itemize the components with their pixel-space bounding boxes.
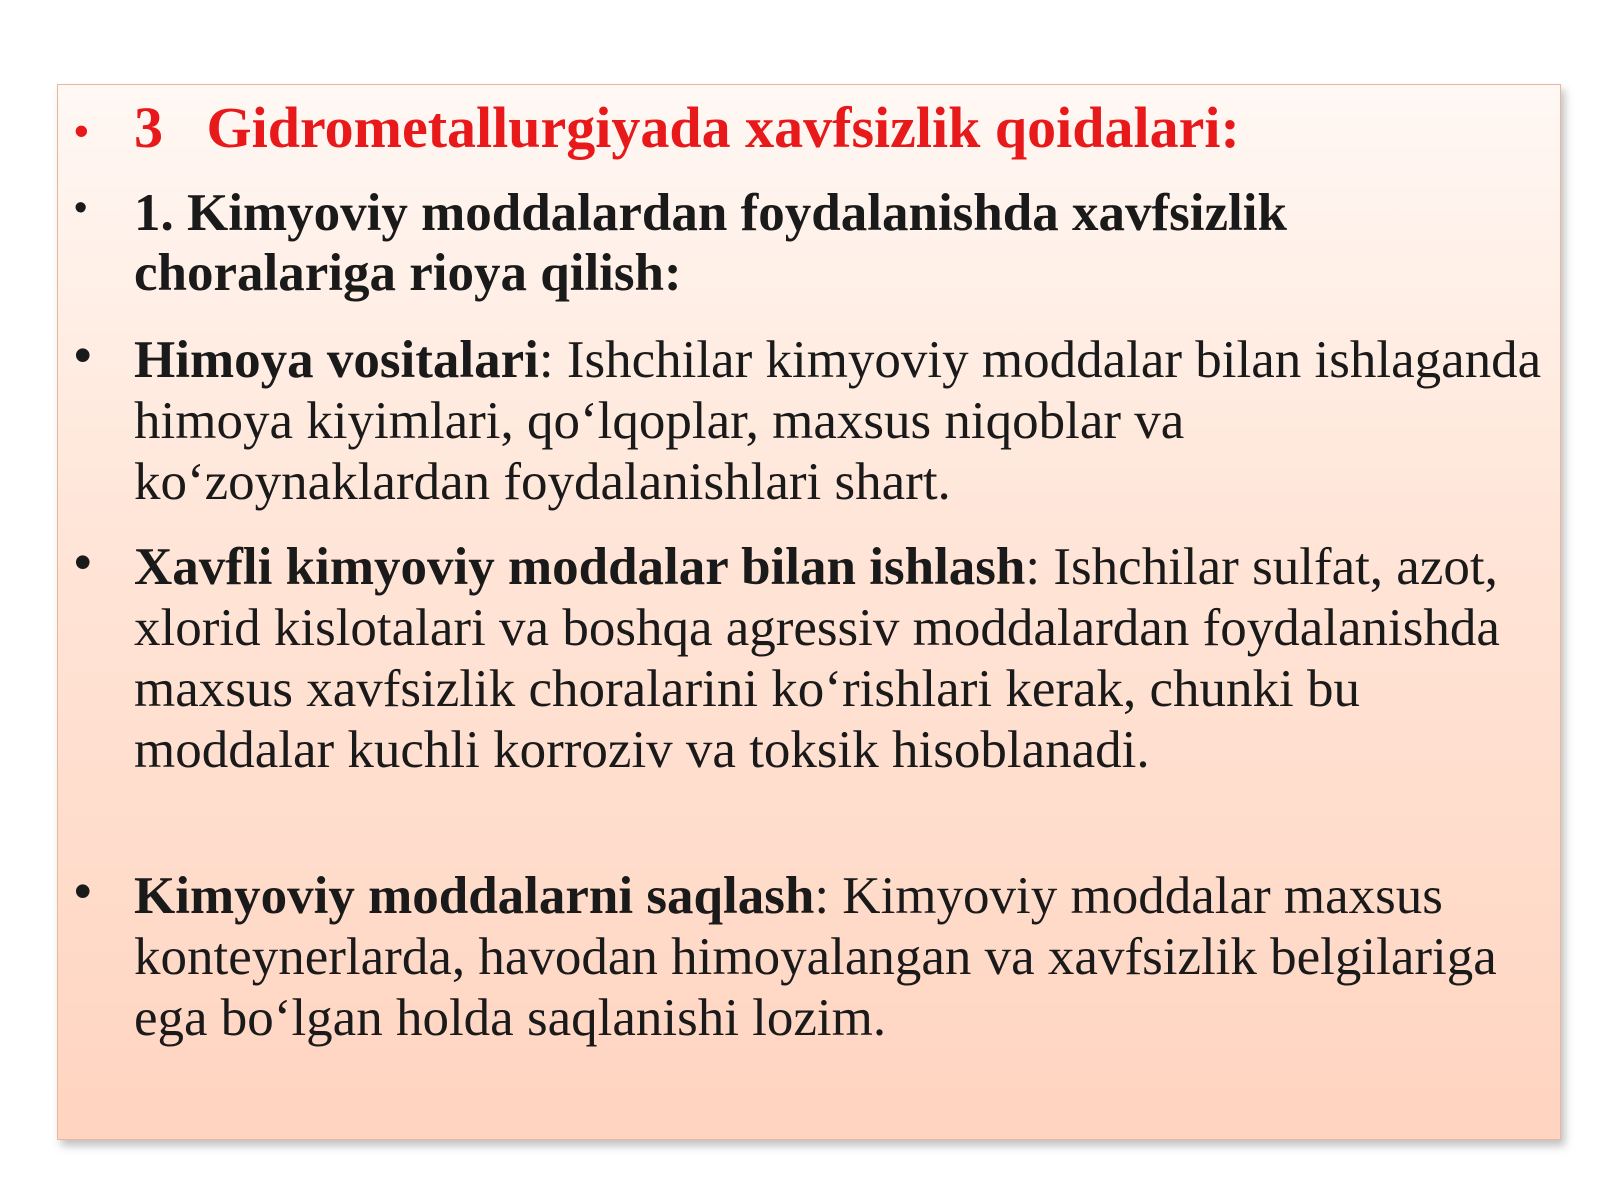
list-item-separator: :: [1025, 538, 1041, 596]
list-item-text: [134, 537, 1544, 781]
content-box: [57, 84, 1561, 1140]
list-item-separator: :: [814, 867, 830, 925]
list-item-term: Kimyoviy moddalarni saqlash: [134, 867, 815, 925]
bullet-dot-icon: •: [74, 187, 88, 229]
list-item-body: Ishchilar kimyoviy moddalar bilan ishlaganda himoya kiyimlari, qo‘lqoplar, maxsus niqoblar va ko‘zoynaklardan foydalanishlari shart.: [134, 331, 1542, 511]
bullet-dot-icon: •: [74, 327, 92, 383]
list-item-body: Kimyoviy moddalar maxsus konteynerlarda, havodan himoyalangan va xavfsizlik belgilariga ega bo‘lgan holda saqlanishi lozim.: [134, 867, 1497, 1047]
list-item-separator: :: [538, 331, 554, 389]
list-item-text: [134, 866, 1544, 1049]
list-item-term: Xavfli kimyoviy moddalar bilan ishlash: [134, 538, 1026, 596]
list-item-term: Himoya vositalari: [134, 331, 539, 389]
bullet-dot-icon: •: [74, 107, 89, 154]
bullet-dot-icon: •: [74, 534, 92, 590]
list-item-text: [134, 330, 1544, 513]
bullet-dot-icon: •: [74, 863, 92, 919]
section-heading: 1. Kimyoviy moddalardan foydalanishda xavfsizlik choralariga rioya qilish:: [134, 184, 1287, 302]
slide-title: 3 Gidrometallurgiyada xavfsizlik qoidalari:: [134, 95, 1240, 160]
list-item-body: Ishchilar sulfat, azot, xlorid kislotalari va boshqa agressiv moddalardan foydalanishda maxsus xavfsizlik choralarini ko‘rishlari kerak, chunki bu moddalar kuchli korroziv va toksik hisoblanadi.: [134, 538, 1500, 779]
